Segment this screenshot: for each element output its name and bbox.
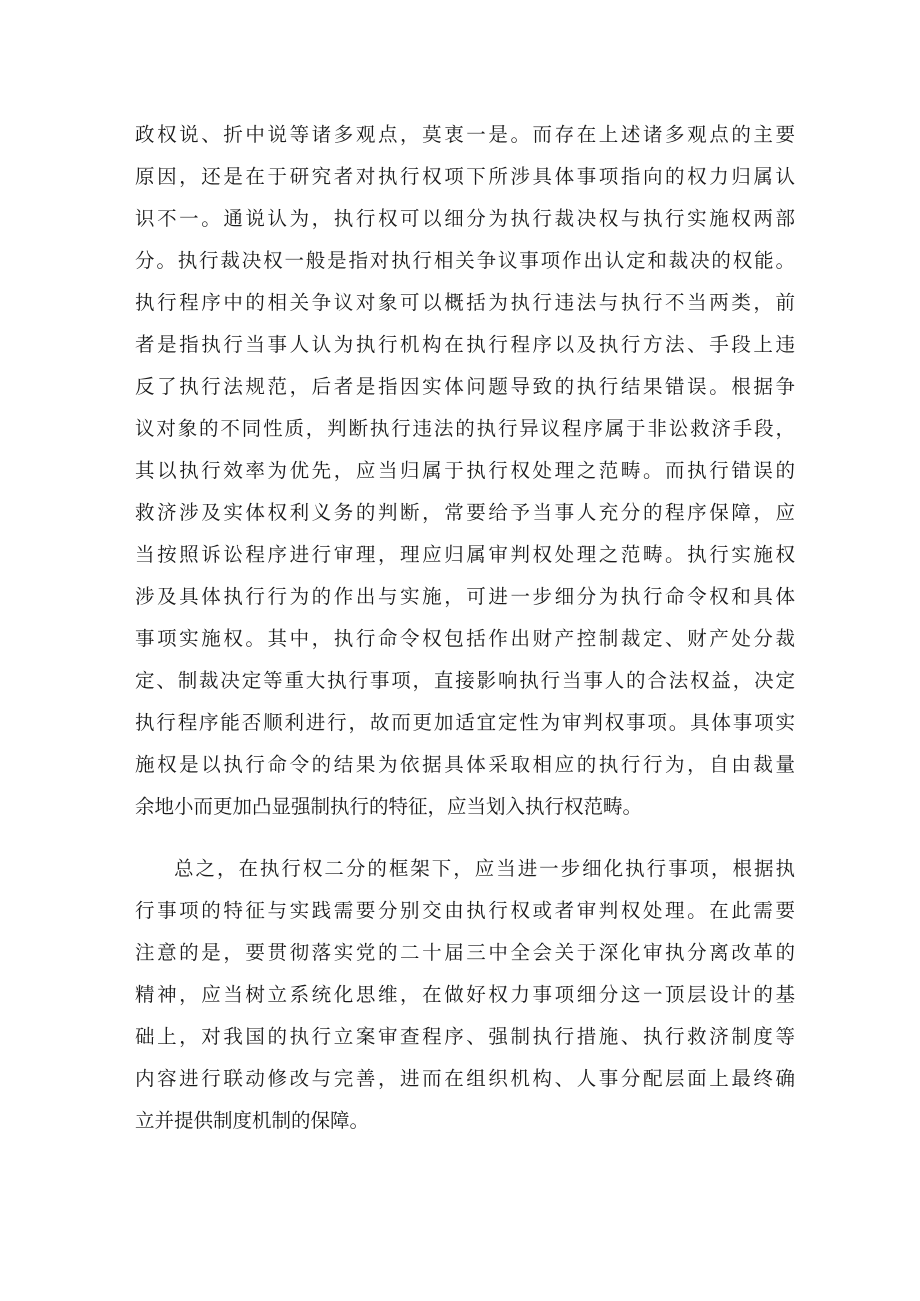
paragraph-line: 立并提供制度机制的保障。 — [135, 1109, 370, 1132]
paragraph-line: 涉及具体执行行为的作出与实施，可进一步细分为执行命令权和具体 — [135, 585, 795, 608]
paragraph-line: 施权是以执行命令的结果为依据具体采取相应的执行行为，自由裁量 — [135, 753, 795, 776]
paragraph-line: 内容进行联动修改与完善，进而在组织机构、人事分配层面上最终确 — [135, 1067, 795, 1090]
paragraph-2 — [135, 848, 795, 1142]
paragraph-line: 注意的是，要贯彻落实党的二十届三中全会关于深化审执分离改革的 — [135, 941, 795, 964]
paragraph-line: 议对象的不同性质，判断执行违法的执行异议程序属于非讼救济手段， — [135, 417, 795, 440]
paragraph-line: 执行程序中的相关争议对象可以概括为执行违法与执行不当两类，前 — [135, 291, 795, 314]
paragraph-line: 总之，在执行权二分的框架下，应当进一步细化执行事项，根据执 — [174, 857, 795, 880]
paragraph-line: 事项实施权。其中，执行命令权包括作出财产控制裁定、财产处分裁 — [135, 627, 795, 650]
paragraph-line: 识不一。通说认为，执行权可以细分为执行裁决权与执行实施权两部 — [135, 207, 795, 230]
paragraph-line: 其以执行效率为优先，应当归属于执行权处理之范畴。而执行错误的 — [135, 459, 795, 482]
paragraph-line: 反了执行法规范，后者是指因实体问题导致的执行结果错误。根据争 — [135, 375, 795, 398]
paragraph-line: 政权说、折中说等诸多观点，莫衷一是。而存在上述诸多观点的主要 — [135, 123, 795, 146]
paragraph-line: 础上，对我国的执行立案审查程序、强制执行措施、执行救济制度等 — [135, 1025, 795, 1048]
paragraph-line: 救济涉及实体权利义务的判断，常要给予当事人充分的程序保障，应 — [135, 501, 795, 524]
paragraph-1 — [135, 114, 795, 828]
paragraph-line: 行事项的特征与实践需要分别交由执行权或者审判权处理。在此需要 — [135, 899, 795, 922]
paragraph-line: 定、制裁决定等重大执行事项，直接影响执行当事人的合法权益，决定 — [135, 669, 795, 692]
paragraph-line: 余地小而更加凸显强制执行的特征，应当划入执行权范畴。 — [135, 795, 643, 818]
paragraph-line: 执行程序能否顺利进行，故而更加适宜定性为审判权事项。具体事项实 — [135, 711, 795, 734]
paragraph-line: 当按照诉讼程序进行审理，理应归属审判权处理之范畴。执行实施权 — [135, 543, 795, 566]
paragraph-line: 精神，应当树立系统化思维，在做好权力事项细分这一顶层设计的基 — [135, 983, 795, 1006]
paragraph-line: 者是指执行当事人认为执行机构在执行程序以及执行方法、手段上违 — [135, 333, 795, 356]
paragraph-line: 原因，还是在于研究者对执行权项下所涉具体事项指向的权力归属认 — [135, 165, 795, 188]
paragraph-line: 分。执行裁决权一般是指对执行相关争议事项作出认定和裁决的权能。 — [135, 249, 795, 272]
